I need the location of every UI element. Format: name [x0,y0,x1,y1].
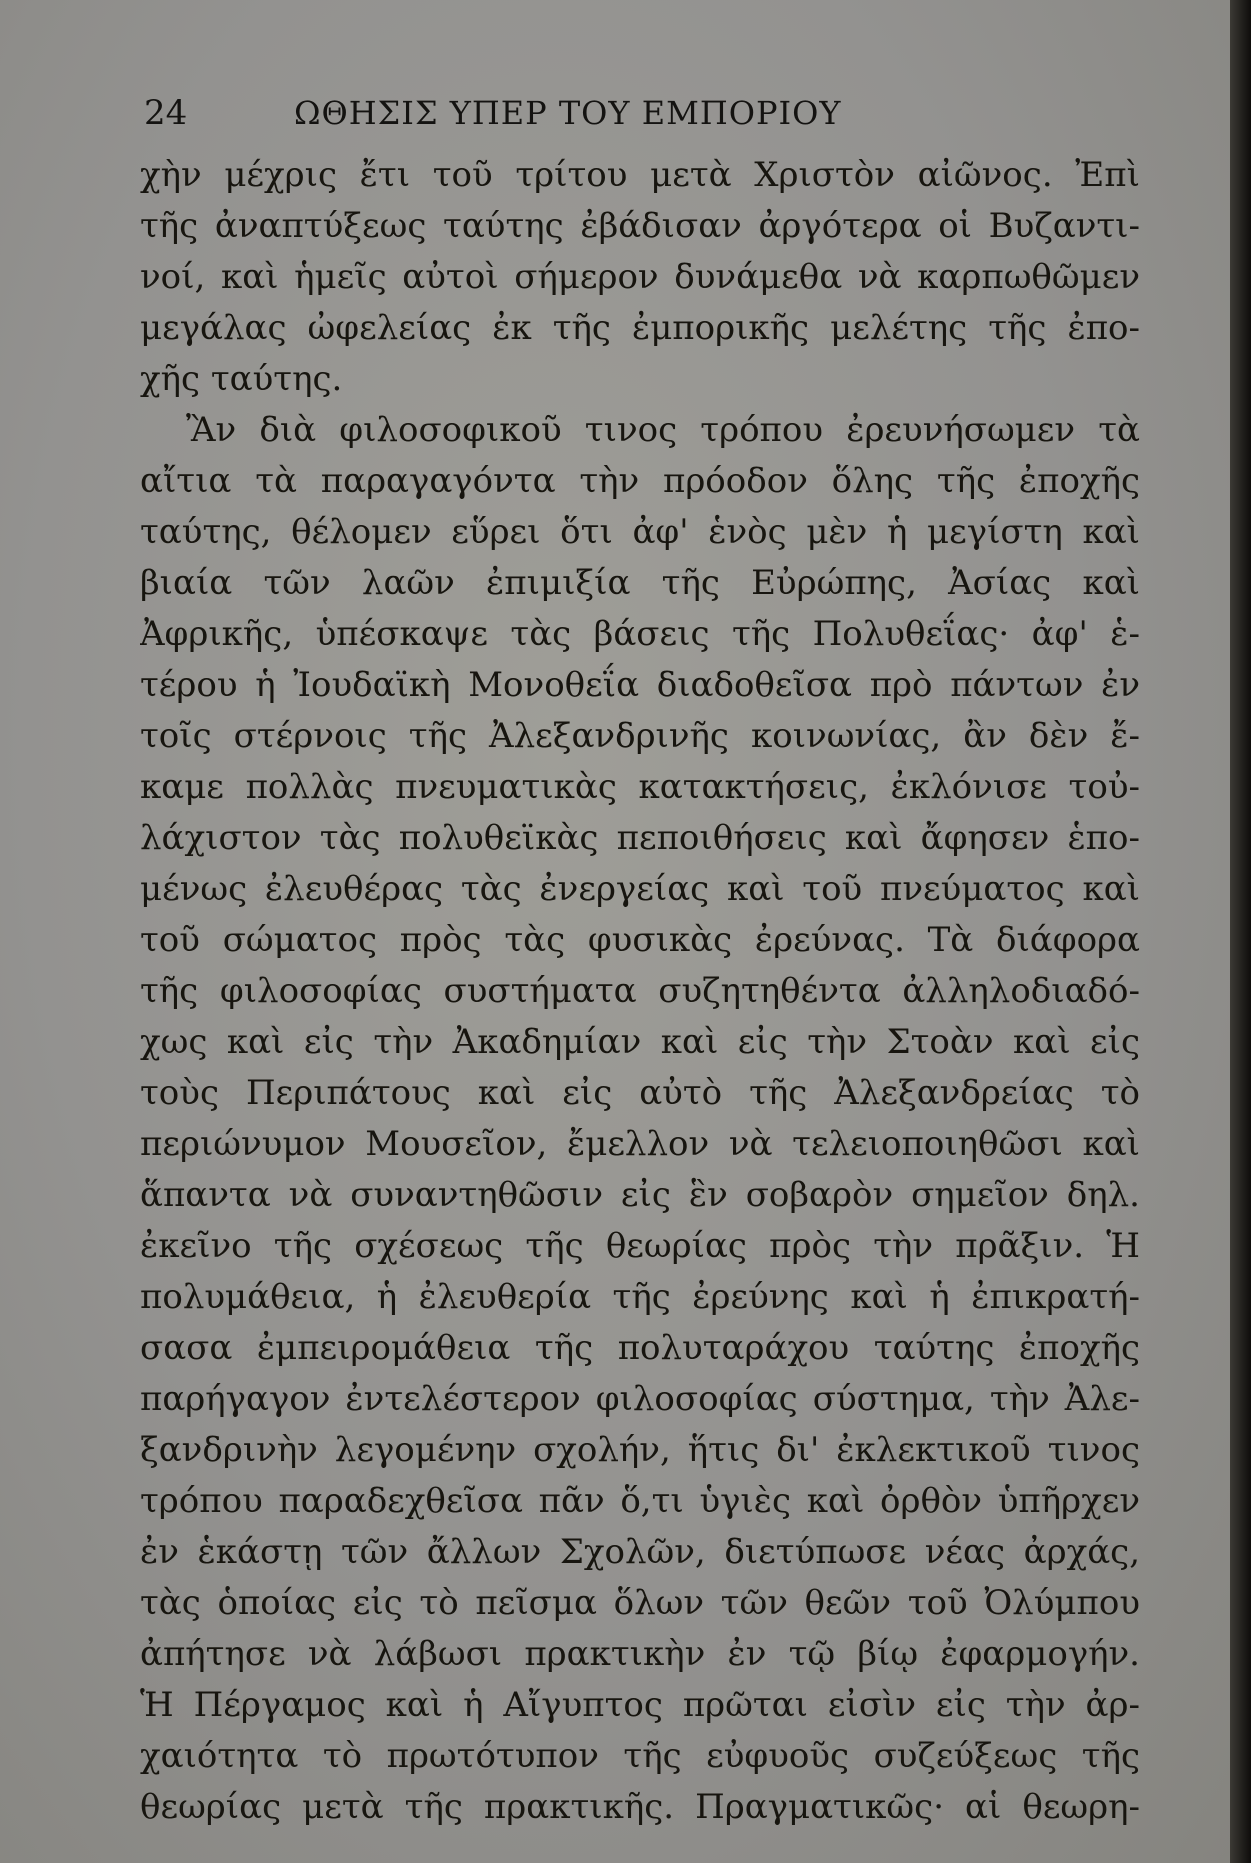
text-line: Ἡ Πέργαμος καὶ ἡ Αἴγυπτος πρῶται εἰσὶν εἰς τὴν ἀρ- [140,1685,1140,1725]
text-line: μεγάλας ὠφελείας ἐκ τῆς ἐμπορικῆς μελέτης τῆς ἐπο- [140,308,1140,348]
text-line: χὴν μέχρις ἔτι τοῦ τρίτου μετὰ Χριστὸν αἰῶνος. Ἐπὶ [140,155,1140,195]
text-line: ἐκεῖνο τῆς σχέσεως τῆς θεωρίας πρὸς τὴν πρᾶξιν. Ἡ [140,1226,1140,1266]
running-title: ΩΘΗΣΙΣ ΥΠΕΡ ΤΟΥ ΕΜΠΟΡΙΟΥ [294,94,842,132]
text-line: αἴτια τὰ παραγαγόντα τὴν πρόοδον ὅλης τῆς ἐποχῆς [140,461,1140,501]
page-number: 24 [144,93,188,133]
text-line: τοῦ σώματος πρὸς τὰς φυσικὰς ἐρεύνας. Τὰ διάφορα [140,920,1140,960]
text-line: ἅπαντα νὰ συναντηθῶσιν εἰς ἓν σοβαρὸν σημεῖον δηλ. [140,1175,1140,1215]
text-line: ταύτης, θέλομεν εὕρει ὅτι ἀφ' ἑνὸς μὲν ἡ μεγίστη καὶ [140,512,1140,552]
text-line: Ἂν διὰ φιλοσοφικοῦ τινος τρόπου ἐρευνήσωμεν τὰ [186,410,1140,450]
text-line: τέρου ἡ Ἰουδαϊκὴ Μονοθεΐα διαδοθεῖσα πρὸ πάντων ἐν [140,665,1140,705]
text-line: χαιότητα τὸ πρωτότυπον τῆς εὐφυοῦς συζεύξεως τῆς [140,1736,1140,1776]
text-line: μένως ἐλευθέρας τὰς ἐνεργείας καὶ τοῦ πνεύματος καὶ [140,869,1140,909]
text-line: σασα ἐμπειρομάθεια τῆς πολυταράχου ταύτης ἐποχῆς [140,1328,1140,1368]
text-line: Ἀφρικῆς, ὑπέσκαψε τὰς βάσεις τῆς Πολυθεΐας· ἀφ' ἑ- [140,614,1140,654]
text-line: τὰς ὁποίας εἰς τὸ πεῖσμα ὅλων τῶν θεῶν τοῦ Ὀλύμπου [140,1583,1140,1623]
text-line: χῆς ταύτης. [140,359,343,399]
text-line: ἐν ἑκάστῃ τῶν ἄλλων Σχολῶν, διετύπωσε νέας ἀρχάς, [140,1532,1140,1572]
binding-shadow [1230,0,1251,1863]
text-line: τοὺς Περιπάτους καὶ εἰς αὐτὸ τῆς Ἀλεξανδρείας τὸ [140,1073,1140,1113]
text-line: πολυμάθεια, ἡ ἐλευθερία τῆς ἐρεύνης καὶ ἡ ἐπικρατή- [140,1277,1140,1317]
text-line: λάχιστον τὰς πολυθεϊκὰς πεποιθήσεις καὶ ἄφησεν ἑπο- [140,818,1140,858]
text-line: ἀπήτησε νὰ λάβωσι πρακτικὴν ἐν τῷ βίῳ ἐφαρμογήν. [140,1634,1140,1674]
text-line: τῆς φιλοσοφίας συστήματα συζητηθέντα ἀλληλοδιαδό- [140,971,1140,1011]
text-line: τοῖς στέρνοις τῆς Ἀλεξανδρινῆς κοινωνίας, ἂν δὲν ἔ- [140,716,1140,756]
text-line: ξανδρινὴν λεγομένην σχολήν, ἥτις δι' ἐκλεκτικοῦ τινος [140,1430,1140,1470]
text-line: τρόπου παραδεχθεῖσα πᾶν ὅ,τι ὑγιὲς καὶ ὀρθὸν ὑπῆρχεν [140,1481,1140,1521]
text-line: περιώνυμον Μουσεῖον, ἔμελλον νὰ τελειοποιηθῶσι καὶ [140,1124,1140,1164]
text-line: βιαία τῶν λαῶν ἐπιμιξία τῆς Εὐρώπης, Ἀσίας καὶ [140,563,1140,603]
text-line: παρήγαγον ἐντελέστερον φιλοσοφίας σύστημα, τὴν Ἀλε- [140,1379,1140,1419]
body-text [140,150,1140,1833]
text-line: νοί, καὶ ἡμεῖς αὐτοὶ σήμερον δυνάμεθα νὰ καρπωθῶμεν [140,257,1140,297]
page-header [144,88,1134,138]
text-line: καμε πολλὰς πνευματικὰς κατακτήσεις, ἐκλόνισε τοὐ- [140,767,1140,807]
text-line: χως καὶ εἰς τὴν Ἀκαδημίαν καὶ εἰς τὴν Στοὰν καὶ εἰς [140,1022,1140,1062]
text-line: τῆς ἀναπτύξεως ταύτης ἐβάδισαν ἀργότερα οἱ Βυζαντι- [140,206,1140,246]
text-line: θεωρίας μετὰ τῆς πρακτικῆς. Πραγματικῶς· αἱ θεωρη- [140,1787,1140,1827]
